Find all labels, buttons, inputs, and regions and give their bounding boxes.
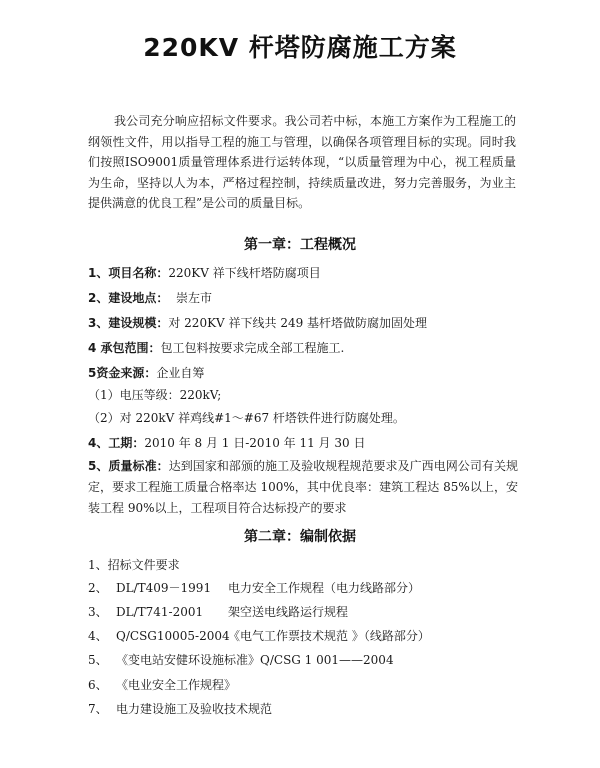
reference-item: 1、招标文件要求 (88, 558, 180, 572)
document-title: 220KV 杆塔防腐施工方案 (143, 33, 457, 62)
ref-title: 电力安全工作规程（电力线路部分） (228, 581, 421, 595)
reference-item (88, 650, 518, 670)
ref-title: 《电气工作票技术规范 》（线路部分） (228, 629, 430, 643)
ref-title: 《电业安全工作规程》 (116, 678, 237, 692)
ref-number: 3、 (88, 605, 108, 619)
quality-standard-paragraph (88, 456, 518, 519)
reference-item (88, 675, 518, 695)
project-name-line (88, 263, 518, 283)
field-value: 企业自筹 (156, 366, 205, 380)
ref-title: 电力建设施工及验收技术规范 (116, 702, 273, 716)
chapter1-heading: 第一章：工程概况 (244, 237, 356, 253)
location-line (88, 288, 518, 308)
ref-code: DL/T741-2001 (116, 605, 204, 619)
schedule-line (88, 433, 518, 453)
field-label: 4、工期： (88, 436, 145, 450)
scope-line (88, 338, 518, 358)
reference-item (88, 578, 518, 598)
reference-item (88, 602, 518, 622)
field-label: 4 承包范围： (88, 341, 161, 355)
field-value: 2010 年 8 月 1 日-2010 年 11 月 30 日 (144, 436, 366, 450)
field-value: 崇左市 (168, 291, 212, 305)
field-label: 5资金来源： (88, 366, 157, 380)
ref-title: 《变电站安健环设施标准》Q/CSG 1 001——2004 (116, 653, 394, 667)
ref-number: 4、 (88, 629, 108, 643)
field-label: 3、建设规模： (88, 316, 169, 330)
ref-number: 6、 (88, 678, 108, 692)
field-label: 1、项目名称： (88, 266, 169, 280)
intro-paragraph: 我公司充分响应招标文件要求。我公司若中标，本施工方案作为工程施工的纲领性文件，用以指导工程的施工与管理，以确保各项管理目标的实现。同时我们按照ISO9001质量管理体系进行运转体现，“以质量管理为中心，视工程质量为生命，坚持以人为本，严格过程控制，持续质量改进，努力完善服务，为业主提供满意的优良工程”是公司的质量目标。 (88, 114, 516, 210)
anticorrosion-line: （2）对 220kV 祥鸡线#1～#67 杆塔铁件进行防腐处理。 (88, 411, 405, 425)
field-label: 2、建设地点： (88, 291, 169, 305)
reference-item (88, 699, 518, 719)
field-value: 220KV 祥下线杆塔防腐项目 (168, 266, 321, 280)
field-value: 达到国家和部颁的施工及验收规程规范要求及广西电网公司有关规定，要求工程施工质量合格率达 100%，其中优良率：建筑工程达 85%以上，安装工程 90%以上，工程项目符合达标投产的要求 (88, 459, 518, 515)
ref-number: 7、 (88, 702, 108, 716)
ref-title: 架空送电线路运行规程 (228, 605, 349, 619)
field-value: 包工包料按要求完成全部工程施工. (160, 341, 345, 355)
chapter2-heading: 第二章：编制依据 (244, 529, 356, 545)
ref-code: DL/T409－1991 (116, 581, 212, 595)
ref-number: 5、 (88, 653, 108, 667)
funding-line (88, 363, 518, 383)
ref-number: 2、 (88, 581, 108, 595)
voltage-line: （1）电压等级：220kV; (88, 388, 222, 402)
field-value: 对 220KV 祥下线共 249 基杆塔做防腐加固处理 (168, 316, 428, 330)
field-label: 5、质量标准： (88, 459, 169, 473)
ref-code: Q/CSG10005-2004 (116, 629, 230, 643)
scale-line (88, 313, 518, 333)
reference-item (88, 626, 518, 646)
